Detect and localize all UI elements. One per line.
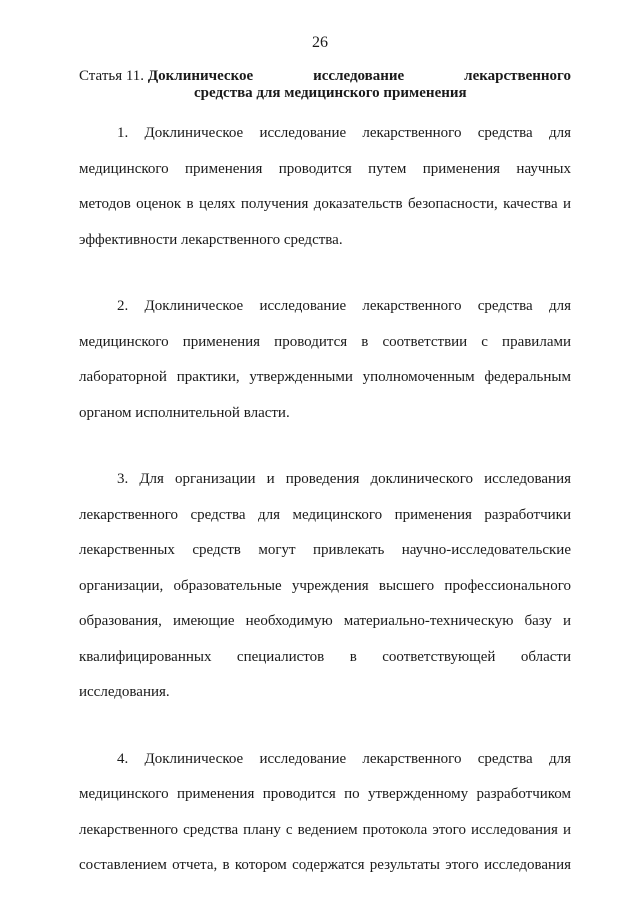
paragraph-3 [79, 462, 571, 711]
paragraph-line: эффективности лекарственного средства. [79, 231, 343, 248]
article-heading-line-1 [79, 68, 571, 85]
paragraph-line: 2. Доклиническое исследование лекарственного средства для [117, 298, 571, 314]
paragraph-line: образования, имеющие необходимую материально-техническую базу и [79, 613, 571, 629]
article-number: Статья 11. [79, 68, 145, 84]
paragraph-1 [79, 116, 571, 258]
paragraph-line: органом исполнительной власти. [79, 404, 290, 421]
article-title-word-2: исследование [313, 68, 405, 84]
article-heading-line-2: средства для медицинского применения [194, 85, 467, 101]
paragraph-line: медицинского применения проводится по утвержденному разработчиком [79, 786, 571, 802]
article-title-word-3: лекарственного [464, 68, 571, 84]
paragraph-line: организации, образовательные учреждения высшего профессионального [79, 577, 571, 594]
article-title-word-1: Доклиническое [147, 68, 254, 84]
article-body [79, 116, 571, 884]
paragraph-line: лекарственного средства плану с ведением протокола этого исследования и [79, 821, 571, 838]
paragraph-line: медицинского применения проводится в соответствии с правилами [79, 333, 571, 350]
page-number: 26 [312, 34, 328, 51]
paragraph-line: 4. Доклиническое исследование лекарственного средства для [117, 750, 571, 767]
paragraph-line: 3. Для организации и проведения доклинического исследования [117, 471, 571, 487]
paragraph-line: лекарственного средства для медицинского применения разработчики [79, 506, 571, 523]
paragraph-line: квалифицированных специалистов в соответствующей области [79, 648, 571, 665]
paragraph-line: методов оценок в целях получения доказательств безопасности, качества и [79, 196, 571, 212]
article-heading [79, 68, 571, 102]
paragraph-line: исследования. [79, 684, 170, 700]
paragraph-line: 1. Доклиническое исследование лекарственного средства для [117, 125, 571, 141]
paragraph-4 [79, 742, 571, 884]
paragraph-line: лабораторной практики, утвержденными уполномоченным федеральным [79, 369, 571, 385]
article-title-group [79, 68, 253, 85]
paragraph-line: составлением отчета, в котором содержатся результаты этого исследования [79, 857, 571, 873]
paragraph-2 [79, 289, 571, 431]
paragraph-line: медицинского применения проводится путем применения научных [79, 160, 571, 177]
paragraph-line: лекарственных средств могут привлекать научно-исследовательские [79, 542, 571, 558]
